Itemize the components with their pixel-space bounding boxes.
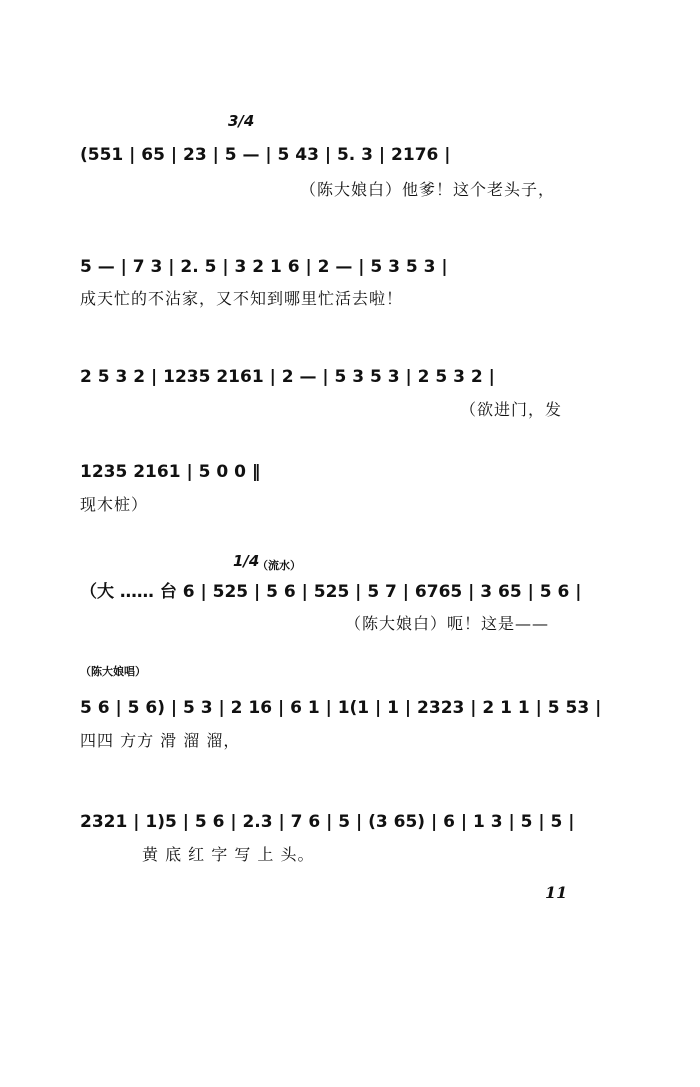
notation-line: 1235 2161 | 5 0 0 ‖ <box>80 462 261 482</box>
lyric-line: （陈大娘白）呃！这是—— <box>345 614 550 633</box>
time-signature: 1/4 <box>233 552 260 570</box>
notation-line: 5 6 | 5 6) | 5 3 | 2 16 | 6 1 | 1(1 | 1 | 2323 | 2 1 1 | 5 53 | <box>80 698 602 718</box>
notation-line: 2 5 3 2 | 1235 2161 | 2 — | 5 3 5 3 | 2 5 3 2 | <box>80 367 495 387</box>
notation-line: 2321 | 1)5 | 5 6 | 2.3 | 7 6 | 5 | (3 65) | 6 | 1 3 | 5 | 5 | <box>80 812 575 832</box>
singer-marking: （陈大娘唱） <box>80 665 146 678</box>
notation-line: 5 — | 7 3 | 2. 5 | 3 2 1 6 | 2 — | 5 3 5 3 | <box>80 257 448 277</box>
lyric-line: 黄 底 红 字 写 上 头。 <box>142 845 315 864</box>
lyric-line: 现木桩） <box>80 495 149 514</box>
lyric-line: （欲进门，发 <box>460 400 563 419</box>
tempo-marking: （流水） <box>257 559 301 572</box>
page-number: 11 <box>545 883 568 902</box>
notation-line: (551 | 65 | 23 | 5 — | 5 43 | 5. 3 | 2176 | <box>80 145 451 165</box>
notation-line: （大 …… 台 6 | 525 | 5 6 | 525 | 5 7 | 6765 | 3 65 | 5 6 | <box>80 582 582 602</box>
lyric-line: （陈大娘白）他爹！这个老头子， <box>300 180 556 199</box>
time-signature: 3/4 <box>228 112 255 130</box>
lyric-line: 成天忙的不沾家，又不知到哪里忙活去啦！ <box>80 289 404 308</box>
lyric-line: 四四 方方 滑 溜 溜， <box>80 731 241 750</box>
